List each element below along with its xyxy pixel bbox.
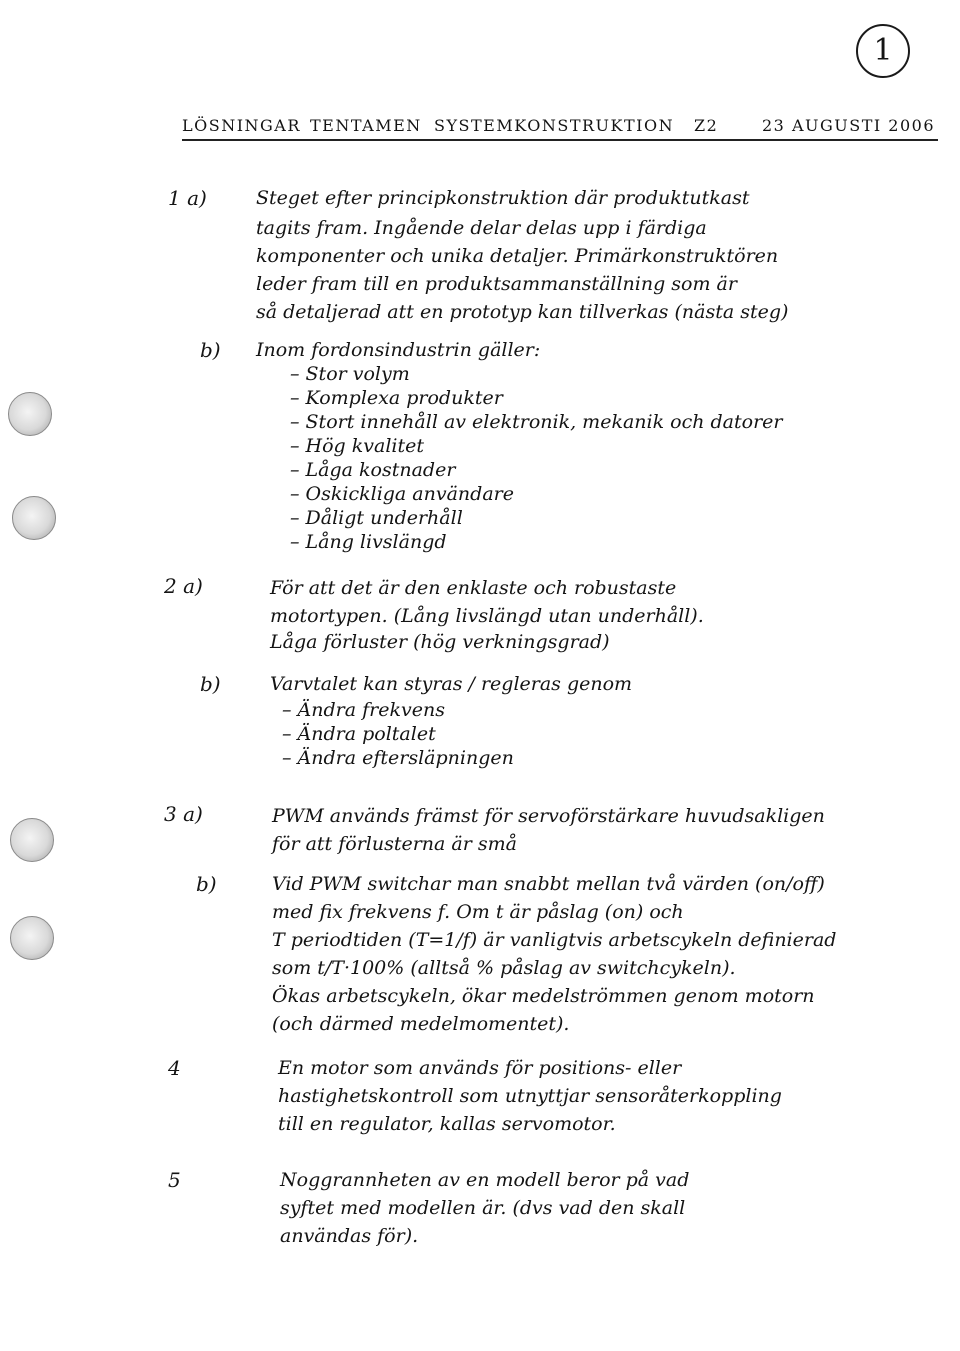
header-underline [182, 139, 938, 141]
list-item: – Komplexa produkter [290, 387, 503, 409]
answer-line: för att förlusterna är små [272, 833, 517, 855]
list-item: – Hög kvalitet [290, 435, 424, 457]
answer-line: Låga förluster (hög verkningsgrad) [270, 631, 610, 653]
answer-line: användas för). [280, 1225, 419, 1247]
list-item: – Lång livslängd [290, 531, 447, 553]
q1a-label: 1 a) [168, 186, 207, 210]
q4-label: 4 [168, 1056, 181, 1080]
answer-line: T periodtiden (T=1/f) är vanligtvis arbetscykeln definierad [272, 929, 837, 951]
binder-hole [10, 818, 54, 862]
list-item: – Låga kostnader [290, 459, 456, 481]
list-item: – Ändra frekvens [282, 699, 445, 721]
answer-line: PWM används främst för servoförstärkare huvudsakligen [272, 805, 825, 827]
answer-line: tagits fram. Ingående delar delas upp i färdiga [256, 217, 707, 239]
list-item: – Oskickliga användare [290, 483, 514, 505]
answer-line: motortypen. (Lång livslängd utan underhåll). [270, 605, 704, 627]
answer-line: Steget efter principkonstruktion där produktutkast [256, 187, 750, 209]
q2b-label: b) [200, 672, 221, 696]
list-item: – Ändra poltalet [282, 723, 436, 745]
answer-line: (och därmed medelmomentet). [272, 1013, 570, 1035]
answer-line: För att det är den enklaste och robustaste [270, 577, 677, 599]
answer-line: som t/T·100% (alltså % påslag av switchcykeln). [272, 957, 736, 979]
answer-line: hastighetskontroll som utnyttjar sensoråterkoppling [278, 1085, 782, 1107]
answer-line: med fix frekvens f. Om t är påslag (on) och [272, 901, 684, 923]
answer-line: syftet med modellen är. (dvs vad den skall [280, 1197, 686, 1219]
header-course-code: Z2 [694, 116, 719, 135]
answer-line: Ökas arbetscykeln, ökar medelströmmen genom motorn [272, 985, 815, 1007]
q2a-label: 2 a) [164, 574, 203, 598]
list-item: – Stort innehåll av elektronik, mekanik och datorer [290, 411, 783, 433]
header-title-exam: TENTAMEN [310, 116, 422, 135]
q3b-label: b) [196, 872, 217, 896]
answer-line: Vid PWM switchar man snabbt mellan två värden (on/off) [272, 873, 825, 895]
binder-hole [10, 916, 54, 960]
answer-line: komponenter och unika detaljer. Primärkonstruktören [256, 245, 779, 267]
answer-line: till en regulator, kallas servomotor. [278, 1113, 616, 1135]
binder-hole [12, 496, 56, 540]
answer-line: Inom fordonsindustrin gäller: [256, 339, 541, 361]
answer-line: En motor som används för positions- eller [278, 1057, 682, 1079]
q1b-label: b) [200, 338, 221, 362]
list-item: – Dåligt underhåll [290, 507, 463, 529]
binder-hole [8, 392, 52, 436]
page-number: 1 [856, 24, 910, 78]
header-date: 23 AUGUSTI 2006 [762, 116, 936, 135]
answer-line: leder fram till en produktsammanställning som är [256, 273, 737, 295]
answer-line: Varvtalet kan styras / regleras genom [270, 673, 633, 695]
q3a-label: 3 a) [164, 802, 203, 826]
answer-line: Noggrannheten av en modell beror på vad [280, 1169, 690, 1191]
header-title-solutions: LÖSNINGAR [182, 116, 301, 135]
q5-label: 5 [168, 1168, 181, 1192]
list-item: – Ändra eftersläpningen [282, 747, 514, 769]
header-title-course: SYSTEMKONSTRUKTION [434, 116, 675, 135]
answer-line: så detaljerad att en prototyp kan tillverkas (nästa steg) [256, 301, 789, 323]
list-item: – Stor volym [290, 363, 410, 385]
